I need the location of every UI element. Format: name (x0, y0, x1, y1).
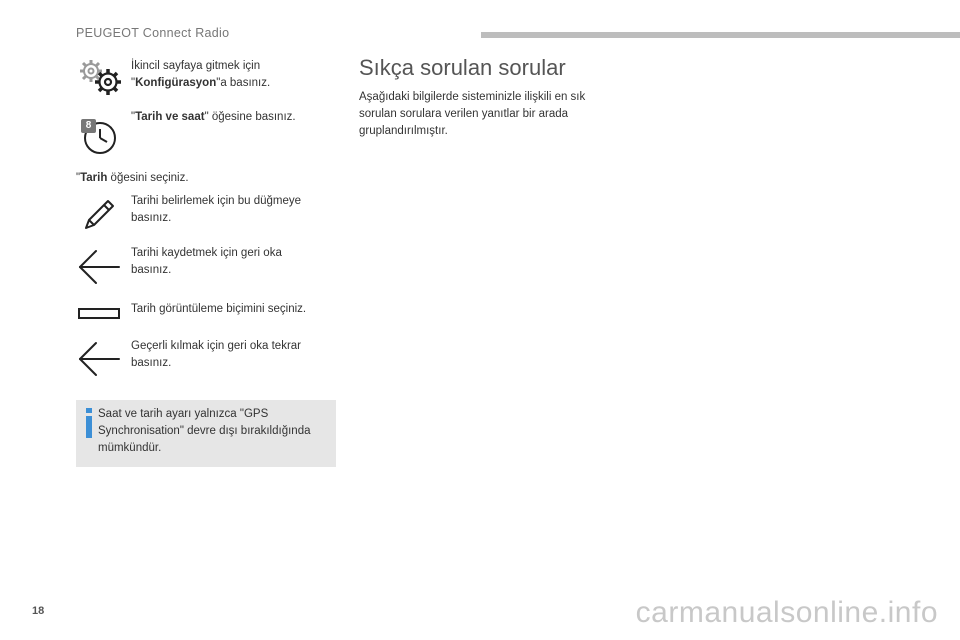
badge-8: 8 (81, 119, 96, 133)
faq-title: Sıkça sorulan sorular (359, 55, 566, 80)
step-back2-text: Geçerli kılmak için geri oka tekrar basınız. (131, 340, 301, 369)
header-bar (481, 32, 960, 38)
header-title: PEUGEOT Connect Radio (76, 26, 230, 40)
step-back1-text: Tarihi kaydetmek için geri oka basınız. (131, 247, 282, 276)
back-arrow-icon (77, 340, 121, 378)
format-bar-icon (78, 307, 120, 319)
step-config-text: İkincil sayfaya gitmek için "Konfigürasyon"a basınız. (131, 60, 271, 89)
step-select-date-text: "Tarih öğesini seçiniz. (76, 172, 189, 184)
step-format-text: Tarih görüntüleme biçimini seçiniz. (131, 303, 307, 315)
back-arrow-icon (77, 248, 121, 286)
konfigurasyon-label: Konfigürasyon (135, 77, 217, 89)
step-pencil-text: Tarihi belirlemek için bu düğmeye basınız. (131, 195, 302, 224)
gear-icon (78, 58, 124, 98)
tarih-ve-saat-label: Tarih ve saat (135, 111, 205, 123)
info-icon (85, 408, 93, 438)
page-number: 18 (32, 605, 45, 617)
clock-icon (80, 116, 120, 156)
pencil-icon (82, 196, 118, 232)
tarih-label: Tarih (80, 172, 108, 184)
info-box (76, 400, 336, 467)
info-text: Saat ve tarih ayarı yalnızca "GPS Synchronisation" devre dışı bırakıldığında mümkündür. (98, 408, 311, 454)
watermark: carmanualsonline.info (635, 596, 938, 629)
faq-intro: Aşağıdaki bilgilerde sisteminizle ilişkili en sık sorulan sorulara verilen yanıtlar bir arada gruplandırılmıştır. (359, 91, 586, 137)
step-datetime-text: "Tarih ve saat" öğesine basınız. (131, 111, 296, 123)
